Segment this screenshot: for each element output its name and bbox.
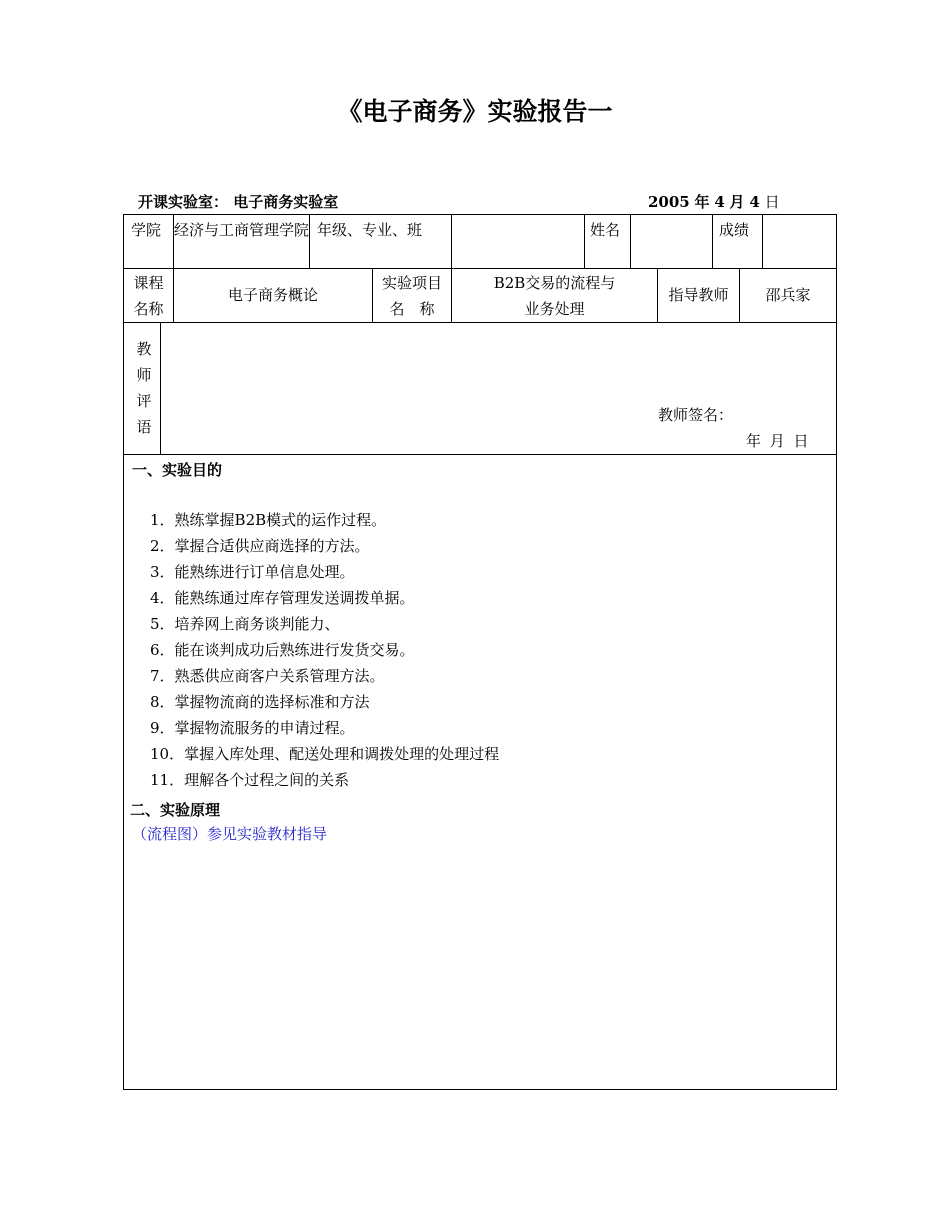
list-item: 1．熟练掌握B2B模式的运作过程。 (150, 511, 387, 529)
row-divider (124, 454, 836, 455)
date-month-unit: 月 (729, 193, 745, 211)
purpose-list (150, 507, 499, 793)
name-label: 姓名 (584, 215, 630, 268)
course-value: 电子商务概论 (173, 268, 372, 322)
list-item: 5．培养网上商务谈判能力、 (150, 615, 340, 633)
list-item: 3．能熟练进行订单信息处理。 (150, 563, 355, 581)
course-label: 课程名称 (133, 274, 164, 318)
lab-value: 电子商务实验室 (233, 193, 339, 211)
date-year-unit: 年 (694, 193, 710, 211)
name-value[interactable] (630, 215, 712, 268)
date-year: 2005 (648, 193, 690, 211)
teacher-value: 邵兵家 (739, 268, 836, 322)
list-item: 4．能熟练通过库存管理发送调拨单据。 (150, 589, 415, 607)
grade-label: 年级、专业、班 (309, 215, 451, 268)
comment-date: 年 月 日 (746, 432, 809, 450)
grade-value[interactable] (451, 215, 584, 268)
section-heading-principle: 二、实验原理 (130, 801, 221, 819)
score-value[interactable] (762, 215, 836, 268)
comment-label: 教师评语 (136, 340, 152, 436)
date-month: 4 (714, 193, 725, 211)
project-label: 实验项目名 称 (372, 268, 451, 322)
list-item: 10．掌握入库处理、配送处理和调拨处理的处理过程 (150, 745, 500, 763)
section-heading-purpose: 一、实验目的 (132, 461, 223, 479)
list-item: 11．理解各个过程之间的关系 (150, 771, 350, 789)
lab-label: 开课实验室： (138, 193, 229, 211)
comment-area[interactable] (160, 322, 836, 454)
report-date (648, 191, 780, 212)
report-title: 《电子商务》实验报告一 (337, 97, 613, 126)
date-day: 4 (749, 193, 760, 211)
signature-label: 教师签名： (658, 406, 734, 424)
report-table (123, 214, 837, 1090)
list-item: 7．熟悉供应商客户关系管理方法。 (150, 667, 385, 685)
list-item: 9．掌握物流服务的申请过程。 (150, 719, 355, 737)
comment-label-cell (124, 322, 160, 454)
project-value: B2B交易的流程与业务处理 (451, 268, 657, 322)
list-item: 8．掌握物流商的选择标准和方法 (150, 693, 370, 711)
flowchart-reference: （流程图）参见实验教材指导 (132, 825, 328, 843)
teacher-label: 指导教师 (657, 268, 739, 322)
list-item: 2．掌握合适供应商选择的方法。 (150, 537, 370, 555)
date-day-unit: 日 (764, 193, 780, 211)
score-label: 成绩 (712, 215, 762, 268)
college-value: 经济与工商管理学院 (173, 215, 309, 268)
list-item: 6．能在谈判成功后熟练进行发货交易。 (150, 641, 415, 659)
college-label: 学院 (131, 221, 162, 239)
lab-line (138, 191, 338, 212)
